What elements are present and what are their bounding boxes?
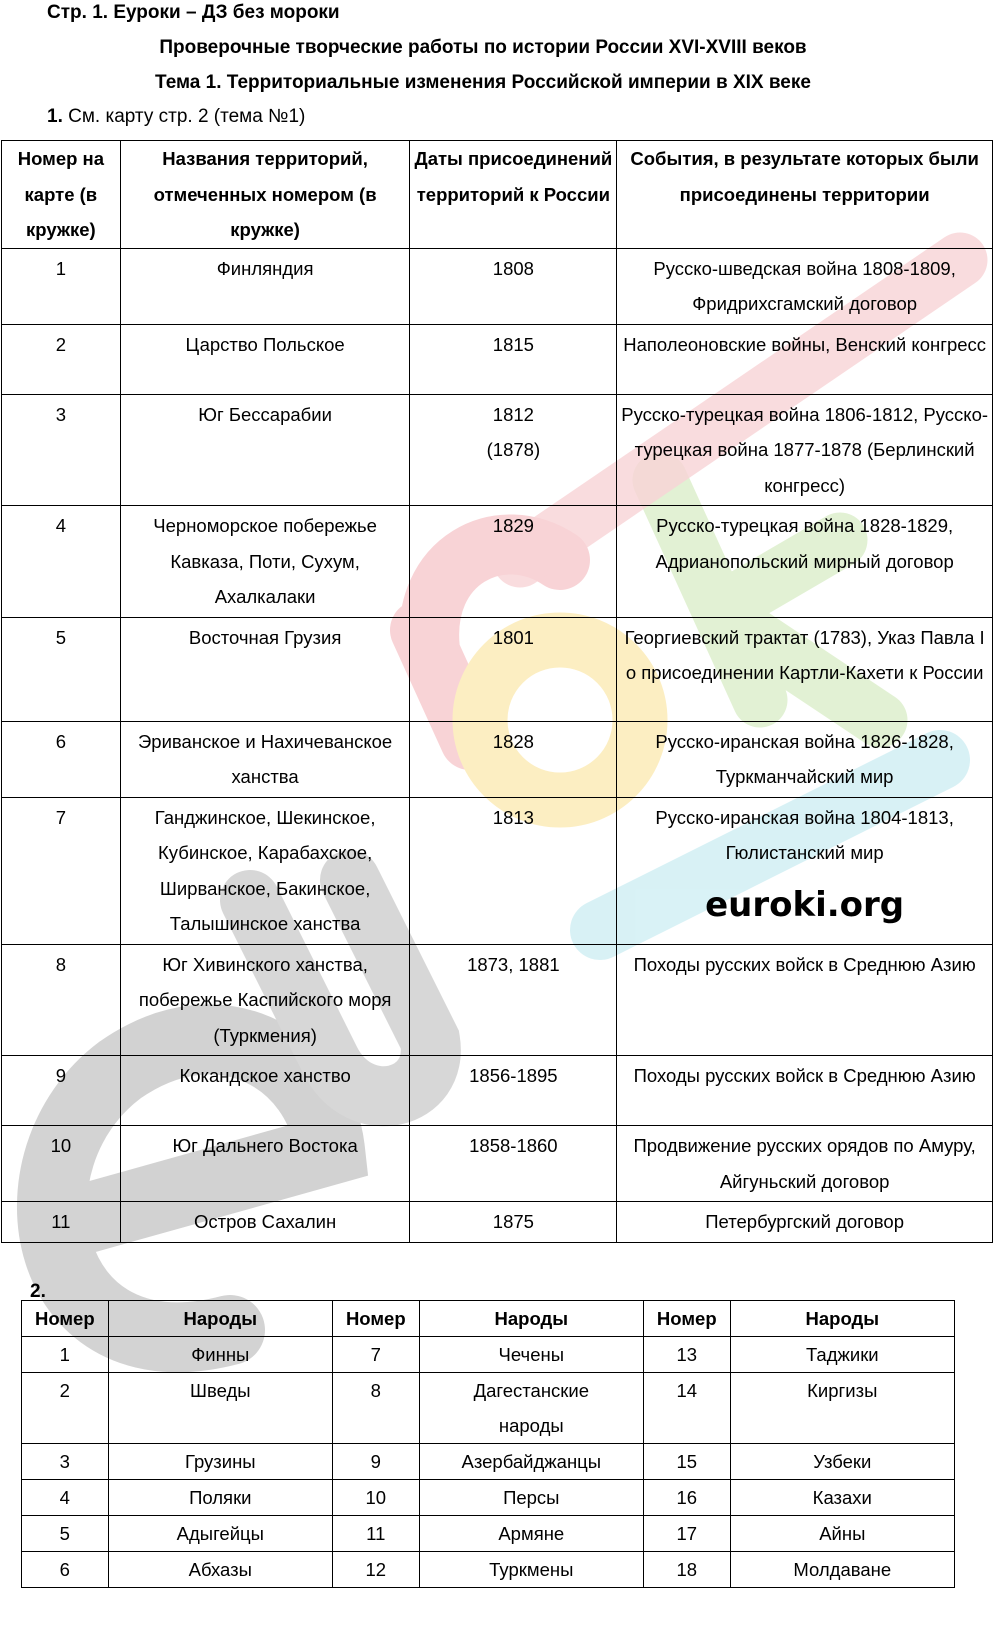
cell-people: Туркмены <box>419 1552 643 1588</box>
cell-people: Персы <box>419 1480 643 1516</box>
table-row <box>2 797 993 944</box>
cell-people: Адыгейцы <box>108 1516 332 1552</box>
cell-number: 2 <box>22 1373 109 1444</box>
cell-territory: Восточная Грузия <box>120 617 410 721</box>
column-header-territory: Названия территорий, отмеченных номером (в кружке) <box>120 141 410 249</box>
table-row <box>22 1373 955 1444</box>
cell-number: 1 <box>22 1337 109 1373</box>
cell-people: Киргизы <box>730 1373 954 1444</box>
task-1-number: 1. <box>47 106 63 127</box>
task-2-number: 2. <box>30 1281 46 1302</box>
column-header-peoples: Народы <box>730 1301 954 1337</box>
cell-date: 1813 <box>410 797 617 944</box>
cell-date: 1808 <box>410 248 617 324</box>
cell-territory: Юг Дальнего Востока <box>120 1126 410 1202</box>
cell-number: 4 <box>22 1480 109 1516</box>
cell-event: Походы русских войск в Среднюю Азию <box>617 944 993 1056</box>
cell-event: Русско-шведская война 1808-1809, Фридрихсгамский договор <box>617 248 993 324</box>
cell-territory: Черноморское побережье Кавказа, Поти, Сухум, Ахалкалаки <box>120 506 410 618</box>
cell-number: 7 <box>2 797 121 944</box>
cell-event: Русско-турецкая война 1806-1812, Русско-турецкая война 1877-1878 (Берлинский конгресс) <box>617 394 993 506</box>
peoples-table <box>21 1300 955 1588</box>
cell-people: Грузины <box>108 1444 332 1480</box>
cell-territory: Юг Бессарабии <box>120 394 410 506</box>
cell-event: Походы русских войск в Среднюю Азию <box>617 1056 993 1126</box>
cell-people: Молдаване <box>730 1552 954 1588</box>
table-row <box>2 1126 993 1202</box>
cell-territory: Ганджинское, Шекинское, Кубинское, Карабахское, Ширванское, Бакинское, Талышинское ханства <box>120 797 410 944</box>
cell-date: 1829 <box>410 506 617 618</box>
cell-number: 11 <box>2 1202 121 1243</box>
table-row <box>2 506 993 618</box>
document-title: Проверочные творческие работы по истории России XVI-XVIII веков <box>159 37 807 58</box>
column-header-number: Номер <box>643 1301 730 1337</box>
cell-event: Продвижение русских орядов по Амуру, Айгуньский договор <box>617 1126 993 1202</box>
table-row <box>22 1444 955 1480</box>
cell-number: 14 <box>643 1373 730 1444</box>
table-row <box>2 1056 993 1126</box>
cell-number: 5 <box>2 617 121 721</box>
cell-territory: Юг Хивинского ханства, побережье Каспийского моря (Туркмения) <box>120 944 410 1056</box>
cell-date: 1815 <box>410 324 617 394</box>
cell-territory: Финляндия <box>120 248 410 324</box>
cell-event-text: Русско-иранская война 1804-1813, Гюлистанский мир <box>655 806 954 863</box>
cell-number: 3 <box>22 1444 109 1480</box>
cell-number: 6 <box>2 721 121 797</box>
cell-event: Русско-турецкая война 1828-1829, Адрианопольский мирный договор <box>617 506 993 618</box>
cell-date: 1875 <box>410 1202 617 1243</box>
cell-event: Русско-иранская война 1826-1828, Туркманчайский мир <box>617 721 993 797</box>
cell-number: 3 <box>2 394 121 506</box>
cell-number: 10 <box>332 1480 419 1516</box>
table-row <box>2 324 993 394</box>
column-header-number: Номер на карте (в кружке) <box>2 141 121 249</box>
territories-table <box>1 140 993 1243</box>
table-row <box>2 721 993 797</box>
cell-number: 16 <box>643 1480 730 1516</box>
column-header-number: Номер <box>22 1301 109 1337</box>
task-1-text: См. карту стр. 2 (тема №1) <box>62 106 306 127</box>
cell-people: Поляки <box>108 1480 332 1516</box>
euroki-logo: euroki.org <box>705 884 905 925</box>
cell-people: Азербайджанцы <box>419 1444 643 1480</box>
cell-territory: Эриванское и Нахичеванское ханства <box>120 721 410 797</box>
cell-number: 15 <box>643 1444 730 1480</box>
cell-people: Узбеки <box>730 1444 954 1480</box>
column-header-peoples: Народы <box>419 1301 643 1337</box>
cell-number: 17 <box>643 1516 730 1552</box>
cell-people: Казахи <box>730 1480 954 1516</box>
table-row <box>2 248 993 324</box>
cell-number: 7 <box>332 1337 419 1373</box>
cell-number: 9 <box>332 1444 419 1480</box>
table-header-row <box>2 141 993 249</box>
cell-territory: Остров Сахалин <box>120 1202 410 1243</box>
cell-number: 5 <box>22 1516 109 1552</box>
cell-people: Таджики <box>730 1337 954 1373</box>
cell-event: Петербургский договор <box>617 1202 993 1243</box>
table-row <box>2 394 993 506</box>
cell-number: 8 <box>2 944 121 1056</box>
cell-number: 8 <box>332 1373 419 1444</box>
column-header-date: Даты присоединений территорий к России <box>410 141 617 249</box>
cell-event <box>617 797 993 944</box>
cell-territory: Царство Польское <box>120 324 410 394</box>
cell-people: Финны <box>108 1337 332 1373</box>
cell-date: 1858-1860 <box>410 1126 617 1202</box>
cell-people: Айны <box>730 1516 954 1552</box>
cell-people: Дагестанские народы <box>419 1373 643 1444</box>
cell-number: 9 <box>2 1056 121 1126</box>
table-header-row <box>22 1301 955 1337</box>
table-row <box>22 1337 955 1373</box>
cell-people: Шведы <box>108 1373 332 1444</box>
cell-number: 2 <box>2 324 121 394</box>
cell-date: 1812 (1878) <box>410 394 617 506</box>
cell-number: 6 <box>22 1552 109 1588</box>
table-row <box>22 1480 955 1516</box>
cell-date: 1873, 1881 <box>410 944 617 1056</box>
cell-number: 12 <box>332 1552 419 1588</box>
table-row <box>22 1552 955 1588</box>
cell-people: Чечены <box>419 1337 643 1373</box>
page-header-source: Стр. 1. Еуроки – ДЗ без мороки <box>47 2 340 23</box>
cell-date: 1828 <box>410 721 617 797</box>
cell-event: Наполеоновские войны, Венский конгресс <box>617 324 993 394</box>
cell-event: Георгиевский трактат (1783), Указ Павла I о присоединении Картли-Кахети к России <box>617 617 993 721</box>
column-header-event: События, в результате которых были присоединены территории <box>617 141 993 249</box>
task-1-instruction <box>47 106 305 128</box>
table-row <box>22 1516 955 1552</box>
cell-date: 1801 <box>410 617 617 721</box>
cell-number: 1 <box>2 248 121 324</box>
cell-people: Абхазы <box>108 1552 332 1588</box>
table-row <box>2 944 993 1056</box>
cell-territory: Кокандское ханство <box>120 1056 410 1126</box>
cell-number: 11 <box>332 1516 419 1552</box>
table-row <box>2 1202 993 1243</box>
column-header-number: Номер <box>332 1301 419 1337</box>
cell-number: 10 <box>2 1126 121 1202</box>
cell-number: 13 <box>643 1337 730 1373</box>
cell-number: 4 <box>2 506 121 618</box>
column-header-peoples: Народы <box>108 1301 332 1337</box>
topic-title: Тема 1. Территориальные изменения Российской империи в XIX веке <box>155 72 811 93</box>
table-row <box>2 617 993 721</box>
cell-number: 18 <box>643 1552 730 1588</box>
cell-date: 1856-1895 <box>410 1056 617 1126</box>
cell-people: Армяне <box>419 1516 643 1552</box>
